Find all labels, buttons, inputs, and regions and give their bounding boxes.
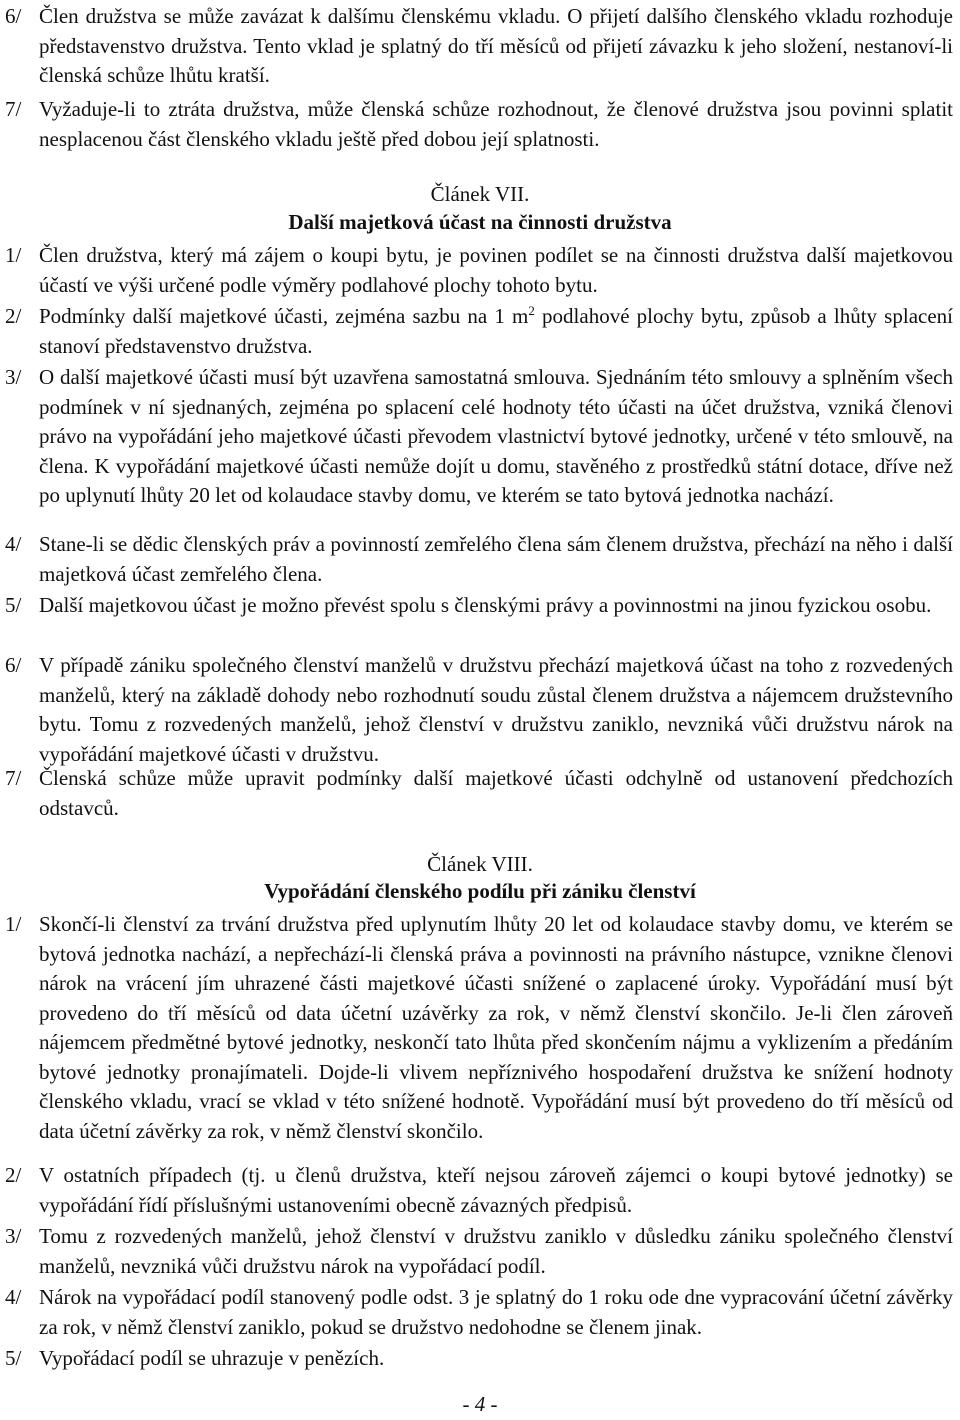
article-viii-paragraph-5: [5, 1344, 953, 1374]
paragraph-text: Nárok na vypořádací podíl stanovený podle odst. 3 je splatný do 1 roku ode dne vypracování účetní závěrky za rok, v němž členství zaniklo, pokud se družstvo nedohodne se členem jinak.: [39, 1285, 953, 1339]
article-vii-heading: Další majetková účast na činnosti družstva: [288, 210, 672, 234]
article-vii-title: Článek VII.: [430, 182, 530, 206]
paragraph-text: Člen družstva se může zavázat k dalšímu členskému vkladu. O přijetí dalšího členského vkladu rozhoduje představenstvo družstva. Tento vklad je splatný do tří měsíců od přijetí závazku k jeho složení, nestanoví-li členská schůze lhůtu kratší.: [39, 4, 953, 87]
page-number: - 4 -: [462, 1392, 498, 1416]
paragraph-number: 4/: [5, 532, 22, 556]
article-vii-paragraph-5: [5, 591, 953, 621]
paragraph-text: Člen družstva, který má zájem o koupi bytu, je povinen podílet se na činnosti družstva další majetkovou účastí ve výši určené podle výměry podlahové plochy tohoto bytu.: [39, 243, 953, 297]
article-vii-paragraph-6: [5, 651, 953, 769]
paragraph-text: Stane-li se dědic členských práv a povinností zemřelého člena sám členem družstva, přechází na něho i další majetková účast zemřelého člena.: [39, 532, 953, 586]
paragraph-text: Vyžaduje-li to ztráta družstva, může členská schůze rozhodnout, že členové družstva jsou povinni splatit nesplacenou část členského vkladu ještě před dobou její splatnosti.: [39, 97, 953, 151]
article-viii-heading: Vypořádání členského podílu při zániku členství: [264, 879, 696, 903]
paragraph-text: Skončí-li členství za trvání družstva před uplynutím lhůty 20 let od kolaudace stavby domu, ve kterém se bytová jednotka nachází, a nepřechází-li členská práva a povinnosti na právního nástupce, vznikne členovi nárok na vrácení jím uhrazené části majetkové účasti snížené o zaplacené úroky. Vypořádání musí být provedeno do tří měsíců od data účetní uzávěrky za rok, v němž členství skončilo. Je-li člen zároveň nájemcem předmětné bytové jednotky, neskončí tato lhůta před skončením nájmu a vyklizením a předáním bytové jednotky pronajímateli. Dojde-li vlivem nepříznivého hospodaření družstva ke snížení hodnoty členského vkladu, vrací se vklad v této snížené hodnotě. Vypořádání musí být provedeno do tří měsíců od data účetní závěrky za rok, v němž členství skončilo.: [39, 912, 953, 1143]
paragraph-number: 6/: [5, 653, 22, 677]
paragraph-text: V ostatních případech (tj. u členů družstva, kteří nejsou zároveň zájemci o koupi bytové jednotky) se vypořádání řídí příslušnými ustanoveními obecně závazných předpisů.: [39, 1163, 953, 1217]
paragraph-text: Členská schůze může upravit podmínky další majetkové účasti odchylně od ustanovení předchozích odstavců.: [39, 766, 953, 820]
paragraph-number: 3/: [5, 1224, 22, 1248]
article-vii-paragraph-3: [5, 363, 953, 511]
article-viii-title: Článek VIII.: [427, 852, 533, 876]
article-vii-paragraph-4: [5, 530, 953, 589]
paragraph-number: 5/: [5, 1346, 22, 1370]
article-vii-paragraph-7: [5, 764, 953, 823]
article-viii-paragraph-3: [5, 1222, 953, 1281]
paragraph-text-part: podlahové plochy bytu, způsob a lhůty splacení stanoví představenstvo družstva.: [39, 304, 953, 358]
paragraph-text: Další majetkovou účast je možno převést spolu s členskými právy a povinnostmi na jinou fyzickou osobu.: [39, 593, 932, 617]
paragraph-number: 6/: [5, 4, 22, 28]
paragraph-number: 7/: [5, 766, 22, 790]
superscript-2: 2: [528, 303, 535, 318]
paragraph-6-top: [5, 2, 953, 91]
paragraph-text: [39, 302, 953, 361]
paragraph-number: 2/: [5, 304, 22, 328]
paragraph-text: Tomu z rozvedených manželů, jehož členství v družstvu zaniklo v důsledku zániku společného členství manželů, nevzniká vůči družstvu nárok na vypořádací podíl.: [39, 1224, 953, 1278]
article-viii-paragraph-2: [5, 1161, 953, 1220]
paragraph-number: 1/: [5, 912, 22, 936]
paragraph-text: O další majetkové účasti musí být uzavřena samostatná smlouva. Sjednáním této smlouvy a splněním všech podmínek v ní sjednaných, zejména po splacení celé hodnoty této účasti na účet družstva, vzniká členovi právo na vypořádání jeho majetkové účasti převodem vlastnictví bytové jednotky, určené v této smlouvě, na člena. K vypořádání majetkové účasti nemůže dojít u domu, stavěného z prostředků státní dotace, dříve než po uplynutí lhůty 20 let od kolaudace stavby domu, ve kterém se tato bytová jednotka nachází.: [39, 365, 953, 507]
paragraph-number: 1/: [5, 243, 22, 267]
paragraph-number: 7/: [5, 97, 22, 121]
article-vii-paragraph-2: [5, 302, 953, 361]
paragraph-text: V případě zániku společného členství manželů v družstvu přechází majetková účast na toho z rozvedených manželů, který na základě dohody nebo rozhodnutí soudu zůstal členem družstva a nájemcem družstevního bytu. Tomu z rozvedených manželů, jehož členství v družstvu zaniklo, nevzniká vůči družstvu nárok na vypořádání majetkové účasti v družstvu.: [39, 653, 953, 766]
paragraph-number: 5/: [5, 593, 22, 617]
paragraph-number: 3/: [5, 365, 22, 389]
paragraph-number: 4/: [5, 1285, 22, 1309]
paragraph-number: 2/: [5, 1163, 22, 1187]
paragraph-7-top: [5, 95, 953, 154]
paragraph-text-part: Podmínky další majetkové účasti, zejména sazbu na 1 m: [39, 304, 529, 328]
article-vii-paragraph-1: [5, 241, 953, 300]
paragraph-text: Vypořádací podíl se uhrazuje v penězích.: [39, 1346, 385, 1370]
article-viii-paragraph-1: [5, 910, 953, 1146]
article-viii-paragraph-4: [5, 1283, 953, 1342]
